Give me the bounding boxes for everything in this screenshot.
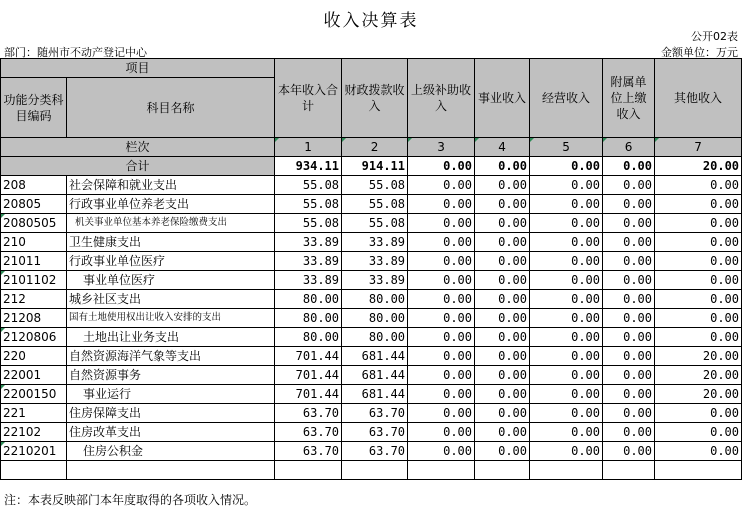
row-value: 0.00 [475,385,530,404]
blank-cell [603,461,655,480]
row-value: 0.00 [655,328,742,347]
row-value: 0.00 [475,347,530,366]
blank-cell [655,461,742,480]
total-value: 0.00 [408,157,475,176]
row-code: 20805 [1,195,67,214]
header-operation: 经营收入 [530,59,603,138]
row-name: 社会保障和就业支出 [67,176,275,195]
row-value: 55.08 [342,214,408,233]
blank-cell [530,461,603,480]
row-code: 22001 [1,366,67,385]
row-value: 55.08 [275,195,342,214]
row-value: 0.00 [530,290,603,309]
index-row-label: 栏次 [1,138,275,157]
row-value: 80.00 [342,328,408,347]
row-value: 0.00 [408,442,475,461]
row-value: 0.00 [408,176,475,195]
row-value: 80.00 [275,328,342,347]
row-name: 自然资源海洋气象等支出 [67,347,275,366]
row-value: 0.00 [475,233,530,252]
row-value: 0.00 [408,347,475,366]
row-name: 卫生健康支出 [67,233,275,252]
header-total: 本年收入合计 [275,59,342,138]
row-value: 0.00 [603,385,655,404]
row-value: 33.89 [342,233,408,252]
income-table [0,58,742,480]
row-value: 63.70 [342,423,408,442]
index-num: 6 [603,138,655,157]
row-value: 0.00 [530,328,603,347]
row-value: 0.00 [603,309,655,328]
blank-cell [408,461,475,480]
form-code: 公开02表 [691,30,738,43]
row-value: 63.70 [342,404,408,423]
row-value: 0.00 [530,442,603,461]
table-row [1,347,742,366]
row-value: 0.00 [655,214,742,233]
row-value: 0.00 [408,252,475,271]
row-name: 住房公积金 [67,442,275,461]
row-value: 0.00 [475,195,530,214]
row-code: 2120806 [1,328,67,347]
row-value: 681.44 [342,366,408,385]
row-value: 0.00 [655,195,742,214]
row-value: 20.00 [655,366,742,385]
row-value: 0.00 [530,271,603,290]
row-value: 0.00 [408,309,475,328]
row-code: 210 [1,233,67,252]
total-value: 20.00 [655,157,742,176]
table-row [1,404,742,423]
row-value: 0.00 [655,176,742,195]
table-row [1,176,742,195]
row-value: 0.00 [475,252,530,271]
row-value: 0.00 [475,404,530,423]
table-row [1,252,742,271]
row-value: 0.00 [603,252,655,271]
row-value: 55.08 [275,176,342,195]
row-value: 0.00 [603,442,655,461]
row-value: 20.00 [655,385,742,404]
row-code: 212 [1,290,67,309]
row-value: 33.89 [342,271,408,290]
row-code: 208 [1,176,67,195]
row-value: 0.00 [655,252,742,271]
header-item-group: 项目 [1,59,275,78]
row-value: 0.00 [603,290,655,309]
blank-cell [475,461,530,480]
row-value: 0.00 [408,271,475,290]
row-value: 0.00 [408,233,475,252]
row-value: 63.70 [342,442,408,461]
header-other: 其他收入 [655,59,742,138]
table-row [1,328,742,347]
row-value: 0.00 [655,233,742,252]
table-row [1,309,742,328]
header-name: 科目名称 [67,78,275,138]
row-value: 0.00 [655,404,742,423]
row-value: 0.00 [530,423,603,442]
row-value: 0.00 [603,271,655,290]
row-value: 55.08 [342,176,408,195]
row-code: 2200150 [1,385,67,404]
table-row [1,366,742,385]
header-business: 事业收入 [475,59,530,138]
row-code: 22102 [1,423,67,442]
row-value: 0.00 [603,328,655,347]
row-value: 80.00 [275,309,342,328]
table-row [1,385,742,404]
row-code: 21208 [1,309,67,328]
table-row [1,271,742,290]
table-row [1,214,742,233]
row-value: 0.00 [655,423,742,442]
row-value: 55.08 [275,214,342,233]
row-value: 63.70 [275,442,342,461]
index-num: 7 [655,138,742,157]
row-name: 事业单位医疗 [67,271,275,290]
row-value: 701.44 [275,385,342,404]
row-value: 0.00 [603,176,655,195]
row-value: 0.00 [530,309,603,328]
row-value: 0.00 [475,271,530,290]
row-value: 33.89 [275,252,342,271]
row-value: 0.00 [475,309,530,328]
row-value: 0.00 [408,214,475,233]
row-value: 0.00 [408,423,475,442]
row-value: 0.00 [603,347,655,366]
row-value: 0.00 [530,404,603,423]
row-value: 0.00 [530,252,603,271]
header-code: 功能分类科目编码 [1,78,67,138]
row-value: 0.00 [603,195,655,214]
row-value: 0.00 [475,290,530,309]
row-name: 事业运行 [67,385,275,404]
index-num: 3 [408,138,475,157]
row-name: 住房改革支出 [67,423,275,442]
header-fiscal: 财政拨款收入 [342,59,408,138]
row-value: 0.00 [475,214,530,233]
row-value: 0.00 [530,195,603,214]
row-name: 国有土地使用权出让收入安排的支出 [67,309,275,328]
index-num: 4 [475,138,530,157]
row-value: 0.00 [408,366,475,385]
row-value: 0.00 [655,442,742,461]
total-value: 0.00 [475,157,530,176]
blank-cell [275,461,342,480]
index-num: 5 [530,138,603,157]
row-value: 0.00 [475,176,530,195]
row-value: 0.00 [475,328,530,347]
row-value: 681.44 [342,347,408,366]
row-name: 土地出让业务支出 [67,328,275,347]
row-code: 21011 [1,252,67,271]
row-value: 0.00 [655,271,742,290]
row-value: 0.00 [475,442,530,461]
row-value: 63.70 [275,423,342,442]
total-value: 0.00 [530,157,603,176]
total-value: 0.00 [603,157,655,176]
row-value: 20.00 [655,347,742,366]
total-value: 914.11 [342,157,408,176]
row-value: 0.00 [530,176,603,195]
row-value: 0.00 [475,366,530,385]
table-row [1,423,742,442]
blank-cell [342,461,408,480]
index-num: 1 [275,138,342,157]
row-code: 220 [1,347,67,366]
row-value: 33.89 [275,271,342,290]
row-value: 80.00 [342,290,408,309]
row-value: 0.00 [408,195,475,214]
row-value: 33.89 [275,233,342,252]
row-value: 0.00 [530,214,603,233]
row-value: 0.00 [408,328,475,347]
blank-cell [1,461,67,480]
page-title: 收入决算表 [323,11,419,31]
unit-label: 金额单位：万元 [661,46,738,59]
header-affiliated: 附属单位上缴收入 [603,59,655,138]
row-value: 0.00 [408,385,475,404]
row-value: 0.00 [530,366,603,385]
row-value: 0.00 [530,385,603,404]
header-superior: 上级补助收入 [408,59,475,138]
row-value: 0.00 [603,423,655,442]
row-name: 机关事业单位基本养老保险缴费支出 [67,214,275,233]
index-num: 2 [342,138,408,157]
row-value: 681.44 [342,385,408,404]
total-value: 934.11 [275,157,342,176]
row-code: 2101102 [1,271,67,290]
blank-row [1,461,742,480]
row-value: 80.00 [342,309,408,328]
row-value: 701.44 [275,366,342,385]
row-code: 221 [1,404,67,423]
row-name: 城乡社区支出 [67,290,275,309]
table-row [1,195,742,214]
row-value: 0.00 [603,233,655,252]
row-value: 0.00 [475,423,530,442]
row-name: 行政事业单位医疗 [67,252,275,271]
blank-cell [67,461,275,480]
row-value: 0.00 [603,214,655,233]
row-value: 0.00 [530,233,603,252]
row-name: 行政事业单位养老支出 [67,195,275,214]
row-value: 63.70 [275,404,342,423]
row-value: 701.44 [275,347,342,366]
row-value: 0.00 [408,290,475,309]
row-value: 33.89 [342,252,408,271]
total-row-label: 合计 [1,157,275,176]
table-row [1,442,742,461]
row-value: 0.00 [408,404,475,423]
row-value: 55.08 [342,195,408,214]
row-value: 0.00 [603,366,655,385]
row-name: 住房保障支出 [67,404,275,423]
footnote: 注：本表反映部门本年度取得的各项收入情况。 [4,493,257,507]
row-code: 2210201 [1,442,67,461]
row-code: 2080505 [1,214,67,233]
row-value: 0.00 [655,309,742,328]
row-value: 0.00 [603,404,655,423]
table-row [1,233,742,252]
department-label: 部门：随州市不动产登记中心 [4,46,147,59]
table-row [1,290,742,309]
row-value: 0.00 [655,290,742,309]
row-value: 80.00 [275,290,342,309]
row-name: 自然资源事务 [67,366,275,385]
row-value: 0.00 [530,347,603,366]
